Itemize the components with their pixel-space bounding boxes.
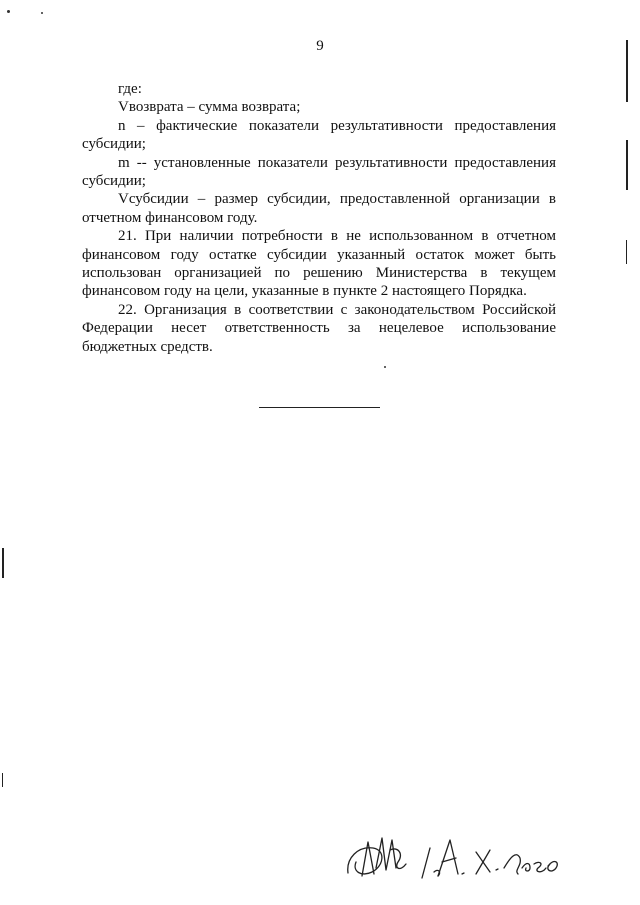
scan-mark (626, 140, 628, 190)
page-number: 9 (316, 38, 324, 54)
document-body (82, 80, 556, 356)
definition-m: m -- установленные показатели результативности предоставления субсидии; (82, 154, 556, 190)
definition-v-subsidy: Vсубсидии – размер субсидии, предоставленной организации в отчетном финансовом году. (82, 191, 556, 226)
clause-21: 21. При наличии потребности в не использованном в отчетном финансовом году остатке субсидии указанный остаток может быть использован организацией по решению Министерства в текущем финансовом году на цели, указанные в пункте 2 настоящего Порядка. (82, 228, 556, 300)
scan-dot (7, 10, 10, 13)
scan-dot (41, 12, 43, 14)
end-separator-line (259, 407, 380, 408)
definition-v-return: Vвозврата – сумма возврата; (118, 99, 301, 116)
handwritten-signature (338, 828, 568, 888)
scan-mark (2, 548, 4, 578)
definition-n: n – фактические показатели результативности предоставления субсидии; (82, 117, 556, 153)
scan-dot (384, 366, 386, 368)
clause-22: 22. Организация в соответствии с законодательством Российской Федерации несет ответственность за нецелевое использование бюджетных средств. (82, 301, 556, 355)
scan-mark (2, 773, 3, 787)
where-label: где: (118, 81, 142, 97)
scan-mark (626, 240, 627, 264)
scan-mark (626, 40, 628, 102)
